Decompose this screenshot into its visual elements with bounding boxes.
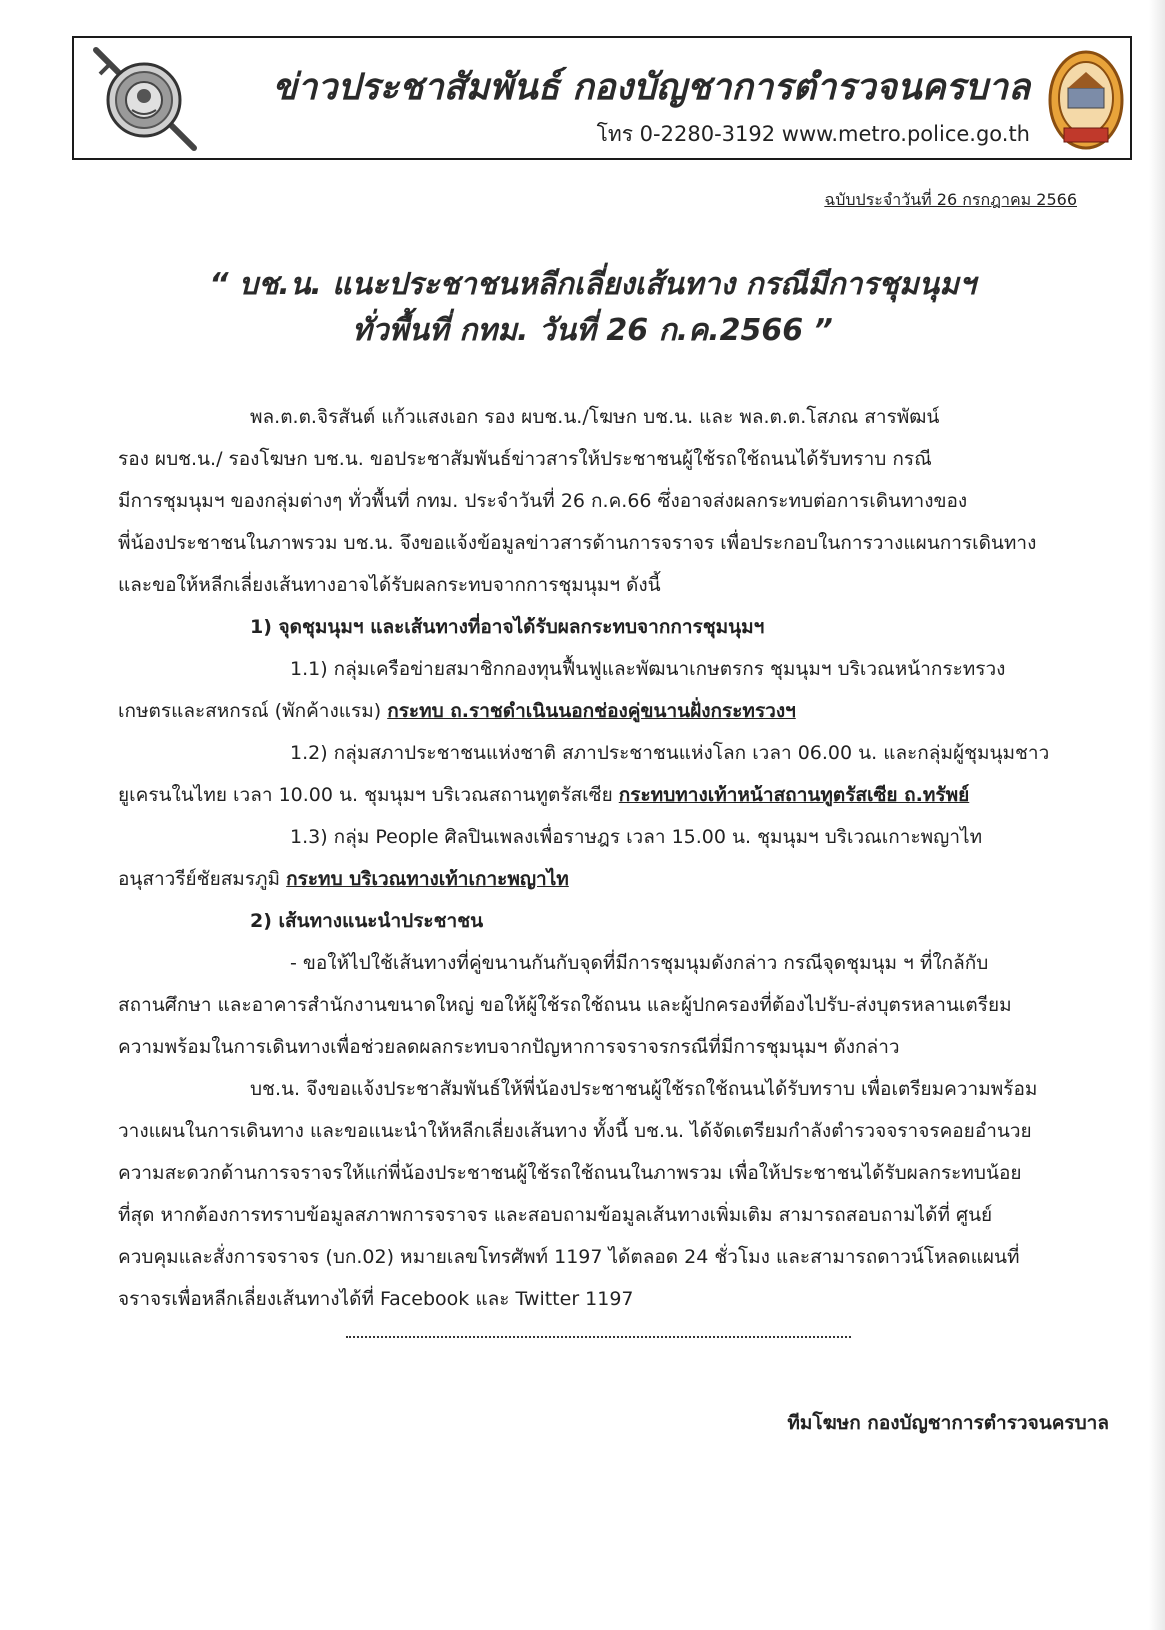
police-emblem-icon xyxy=(88,44,200,154)
letterhead-contact: โทร 0-2280-3192 www.metro.police.go.th xyxy=(596,122,1030,146)
item-1-1-impact: กระทบ ถ.ราชดำเนินนอกช่องคู่ขนานฝั่งกระทรวงฯ xyxy=(387,700,796,722)
closing-line: ความสะดวกด้านการจราจรให้แก่พี่น้องประชาชนผู้ใช้รถใช้ถนนในภาพรวม เพื่อให้ประชาชนได้รับผลกระทบน้อย xyxy=(118,1162,1022,1184)
item-1-3-text: อนุสาวรีย์ชัยสมรภูมิ xyxy=(118,868,287,890)
issue-date: ฉบับประจำวันที่ 26 กรกฎาคม 2566 xyxy=(824,190,1077,209)
metropolitan-police-seal-icon xyxy=(1046,48,1126,152)
item-1-3-line: 1.3) กลุ่ม People ศิลปินเพลงเพื่อราษฎร เวลา 15.00 น. ชุมนุมฯ บริเวณเกาะพญาไท xyxy=(290,826,983,848)
item-1-2-impact: กระทบทางเท้าหน้าสถานทูตรัสเซีย ถ.ทรัพย์ xyxy=(618,784,970,806)
closing-line: ควบคุมและสั่งการจราจร (บก.02) หมายเลขโทรศัพท์ 1197 ได้ตลอด 24 ชั่วโมง และสามารถดาวน์โหลดแผนที่ xyxy=(118,1246,1020,1268)
letterhead-title: ข่าวประชาสัมพันธ์ กองบัญชาการตำรวจนครบาล xyxy=(272,67,1030,108)
closing-line: วางแผนในการเดินทาง และขอแนะนำให้หลีกเลี่ยงเส้นทาง ทั้งนี้ บช.น. ได้จัดเตรียมกำลังตำรวจจราจรคอยอำนวย xyxy=(118,1120,1032,1142)
intro-line: รอง ผบช.น./ รองโฆษก บช.น. ขอประชาสัมพันธ์ข่าวสารให้ประชาชนผู้ใช้รถใช้ถนนได้รับทราบ กรณี xyxy=(118,448,932,470)
section-1-heading: 1) จุดชุมนุมฯ และเส้นทางที่อาจได้รับผลกระทบจากการชุมนุมฯ xyxy=(250,616,765,638)
intro-line: และขอให้หลีกเลี่ยงเส้นทางอาจได้รับผลกระทบจากการชุมนุมฯ ดังนี้ xyxy=(118,574,661,596)
intro-line: พี่น้องประชาชนในภาพรวม บช.น. จึงขอแจ้งข้อมูลข่าวสารด้านการจราจร เพื่อประกอบในการวางแผนการเดินทาง xyxy=(118,532,1037,554)
item-1-2-text: ยูเครนในไทย เวลา 10.00 น. ชุมนุมฯ บริเวณสถานทูตรัสเซีย xyxy=(118,784,619,806)
item-1-3-line xyxy=(118,864,569,894)
section-2-line: - ขอให้ไปใช้เส้นทางที่คู่ขนานกันกับจุดที่มีการชุมนุมดังกล่าว กรณีจุดชุมนุม ฯ ที่ใกล้กับ xyxy=(290,952,989,974)
item-1-1-text: เกษตรและสหกรณ์ (พักค้างแรม) xyxy=(118,700,388,722)
dotted-separator xyxy=(346,1336,851,1338)
section-2-heading: 2) เส้นทางแนะนำประชาชน xyxy=(250,910,484,932)
section-2-line: ความพร้อมในการเดินทางเพื่อช่วยลดผลกระทบจากปัญหาการจราจรกรณีที่มีการชุมนุมฯ ดังกล่าว xyxy=(118,1036,900,1058)
closing-line: จราจรเพื่อหลีกเลี่ยงเส้นทางได้ที่ Facebook และ Twitter 1197 xyxy=(118,1288,634,1310)
item-1-1-line xyxy=(118,696,796,726)
item-1-2-line: 1.2) กลุ่มสภาประชาชนแห่งชาติ สภาประชาชนแห่งโลก เวลา 06.00 น. และกลุ่มผู้ชุมนุมชาว xyxy=(290,742,1050,764)
item-1-1-line: 1.1) กลุ่มเครือข่ายสมาชิกกองทุนฟื้นฟูและพัฒนาเกษตรกร ชุมนุมฯ บริเวณหน้ากระทรวง xyxy=(290,658,1006,680)
letterhead-box xyxy=(72,36,1132,160)
item-1-3-impact: กระทบ บริเวณทางเท้าเกาะพญาไท xyxy=(286,868,569,890)
page-edge-shadow xyxy=(1149,0,1165,1630)
section-2-line: สถานศึกษา และอาคารสำนักงานขนาดใหญ่ ขอให้ผู้ใช้รถใช้ถนน และผู้ปกครองที่ต้องไปรับ-ส่งบุตรหลานเตรียม xyxy=(118,994,1012,1016)
signature: ทีมโฆษก กองบัญชาการตำรวจนครบาล xyxy=(787,1412,1109,1434)
headline-line-1: “ บช.น. แนะประชาชนหลีกเลี่ยงเส้นทาง กรณีมีการชุมนุมฯ xyxy=(209,267,976,302)
item-1-2-line xyxy=(118,780,969,810)
intro-line: มีการชุมนุมฯ ของกลุ่มต่างๆ ทั่วพื้นที่ กทม. ประจำวันที่ 26 ก.ค.66 ซึ่งอาจส่งผลกระทบต่อการเดินทางของ xyxy=(118,490,968,512)
closing-line: บช.น. จึงขอแจ้งประชาสัมพันธ์ให้พี่น้องประชาชนผู้ใช้รถใช้ถนนได้รับทราบ เพื่อเตรียมความพร้อม xyxy=(250,1078,1038,1100)
headline-line-2: ทั่วพื้นที่ กทม. วันที่ 26 ก.ค.2566 ” xyxy=(352,313,833,348)
closing-line: ที่สุด หากต้องการทราบข้อมูลสภาพการจราจร และสอบถามข้อมูลเส้นทางเพิ่มเติม สามารถสอบถามได้ที่ ศูนย์ xyxy=(118,1204,993,1226)
headline xyxy=(100,262,1085,354)
intro-line: พล.ต.ต.จิรสันต์ แก้วแสงเอก รอง ผบช.น./โฆษก บช.น. และ พล.ต.ต.โสภณ สารพัฒน์ xyxy=(250,406,940,428)
